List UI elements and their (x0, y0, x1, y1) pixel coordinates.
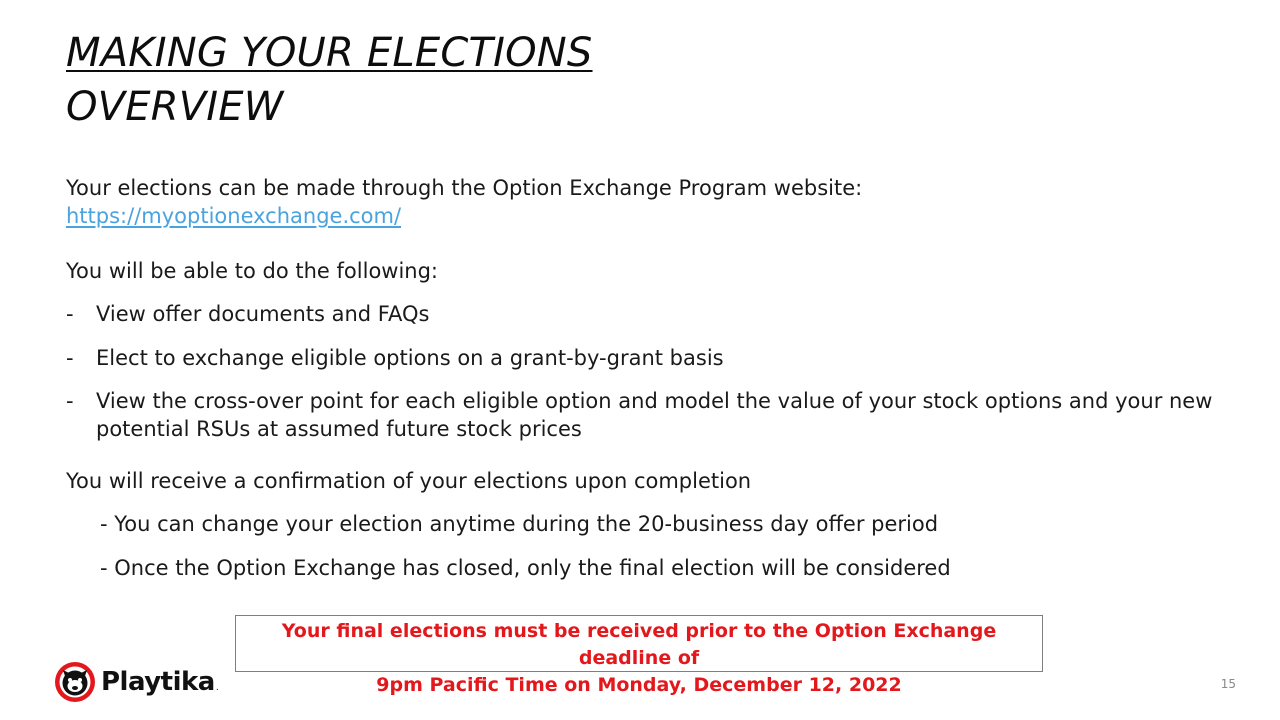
bullet-item (66, 300, 1226, 328)
bullet-item (66, 344, 1226, 372)
bullet-item (66, 387, 1226, 443)
bullet-text: Elect to exchange eligible options on a grant-by-grant basis (96, 346, 724, 370)
company-logo (54, 661, 219, 703)
playtika-logo-icon (54, 661, 96, 703)
deadline-callout (235, 615, 1043, 696)
logo-mark: . (215, 683, 219, 693)
bullet-dash: - (66, 302, 74, 326)
bullet-text: View offer documents and FAQs (96, 302, 430, 326)
confirmation-heading: You will receive a confirmation of your elections upon completion (66, 469, 752, 493)
bullet-text: View the cross-over point for each eligible option and model the value of your stock options and your new potential RSUs at assumed future stock prices (96, 389, 1213, 441)
sub-bullet-item: - You can change your election anytime during the 20-business day offer period (100, 512, 939, 536)
deadline-line-2: 9pm Pacific Time on Monday, December 12, 2022 (376, 674, 902, 696)
bullet-dash: - (66, 389, 74, 413)
sub-bullet-item: - Once the Option Exchange has closed, only the final election will be considered (100, 556, 951, 580)
intro-text: Your elections can be made through the Option Exchange Program website: (66, 176, 863, 200)
able-heading: You will be able to do the following: (66, 259, 439, 283)
slide-title (66, 26, 593, 134)
title-line-2: OVERVIEW (66, 84, 284, 130)
intro-paragraph (66, 174, 862, 230)
deadline-line-1: Your final elections must be received prior to the Option Exchange deadline of (281, 620, 997, 669)
logo-wordmark: Playtika (101, 667, 215, 697)
website-link[interactable]: https://myoptionexchange.com/ (66, 204, 402, 228)
bullet-dash: - (66, 346, 74, 370)
title-line-1: MAKING YOUR ELECTIONS (66, 30, 593, 76)
page-number: 15 (1220, 677, 1236, 691)
